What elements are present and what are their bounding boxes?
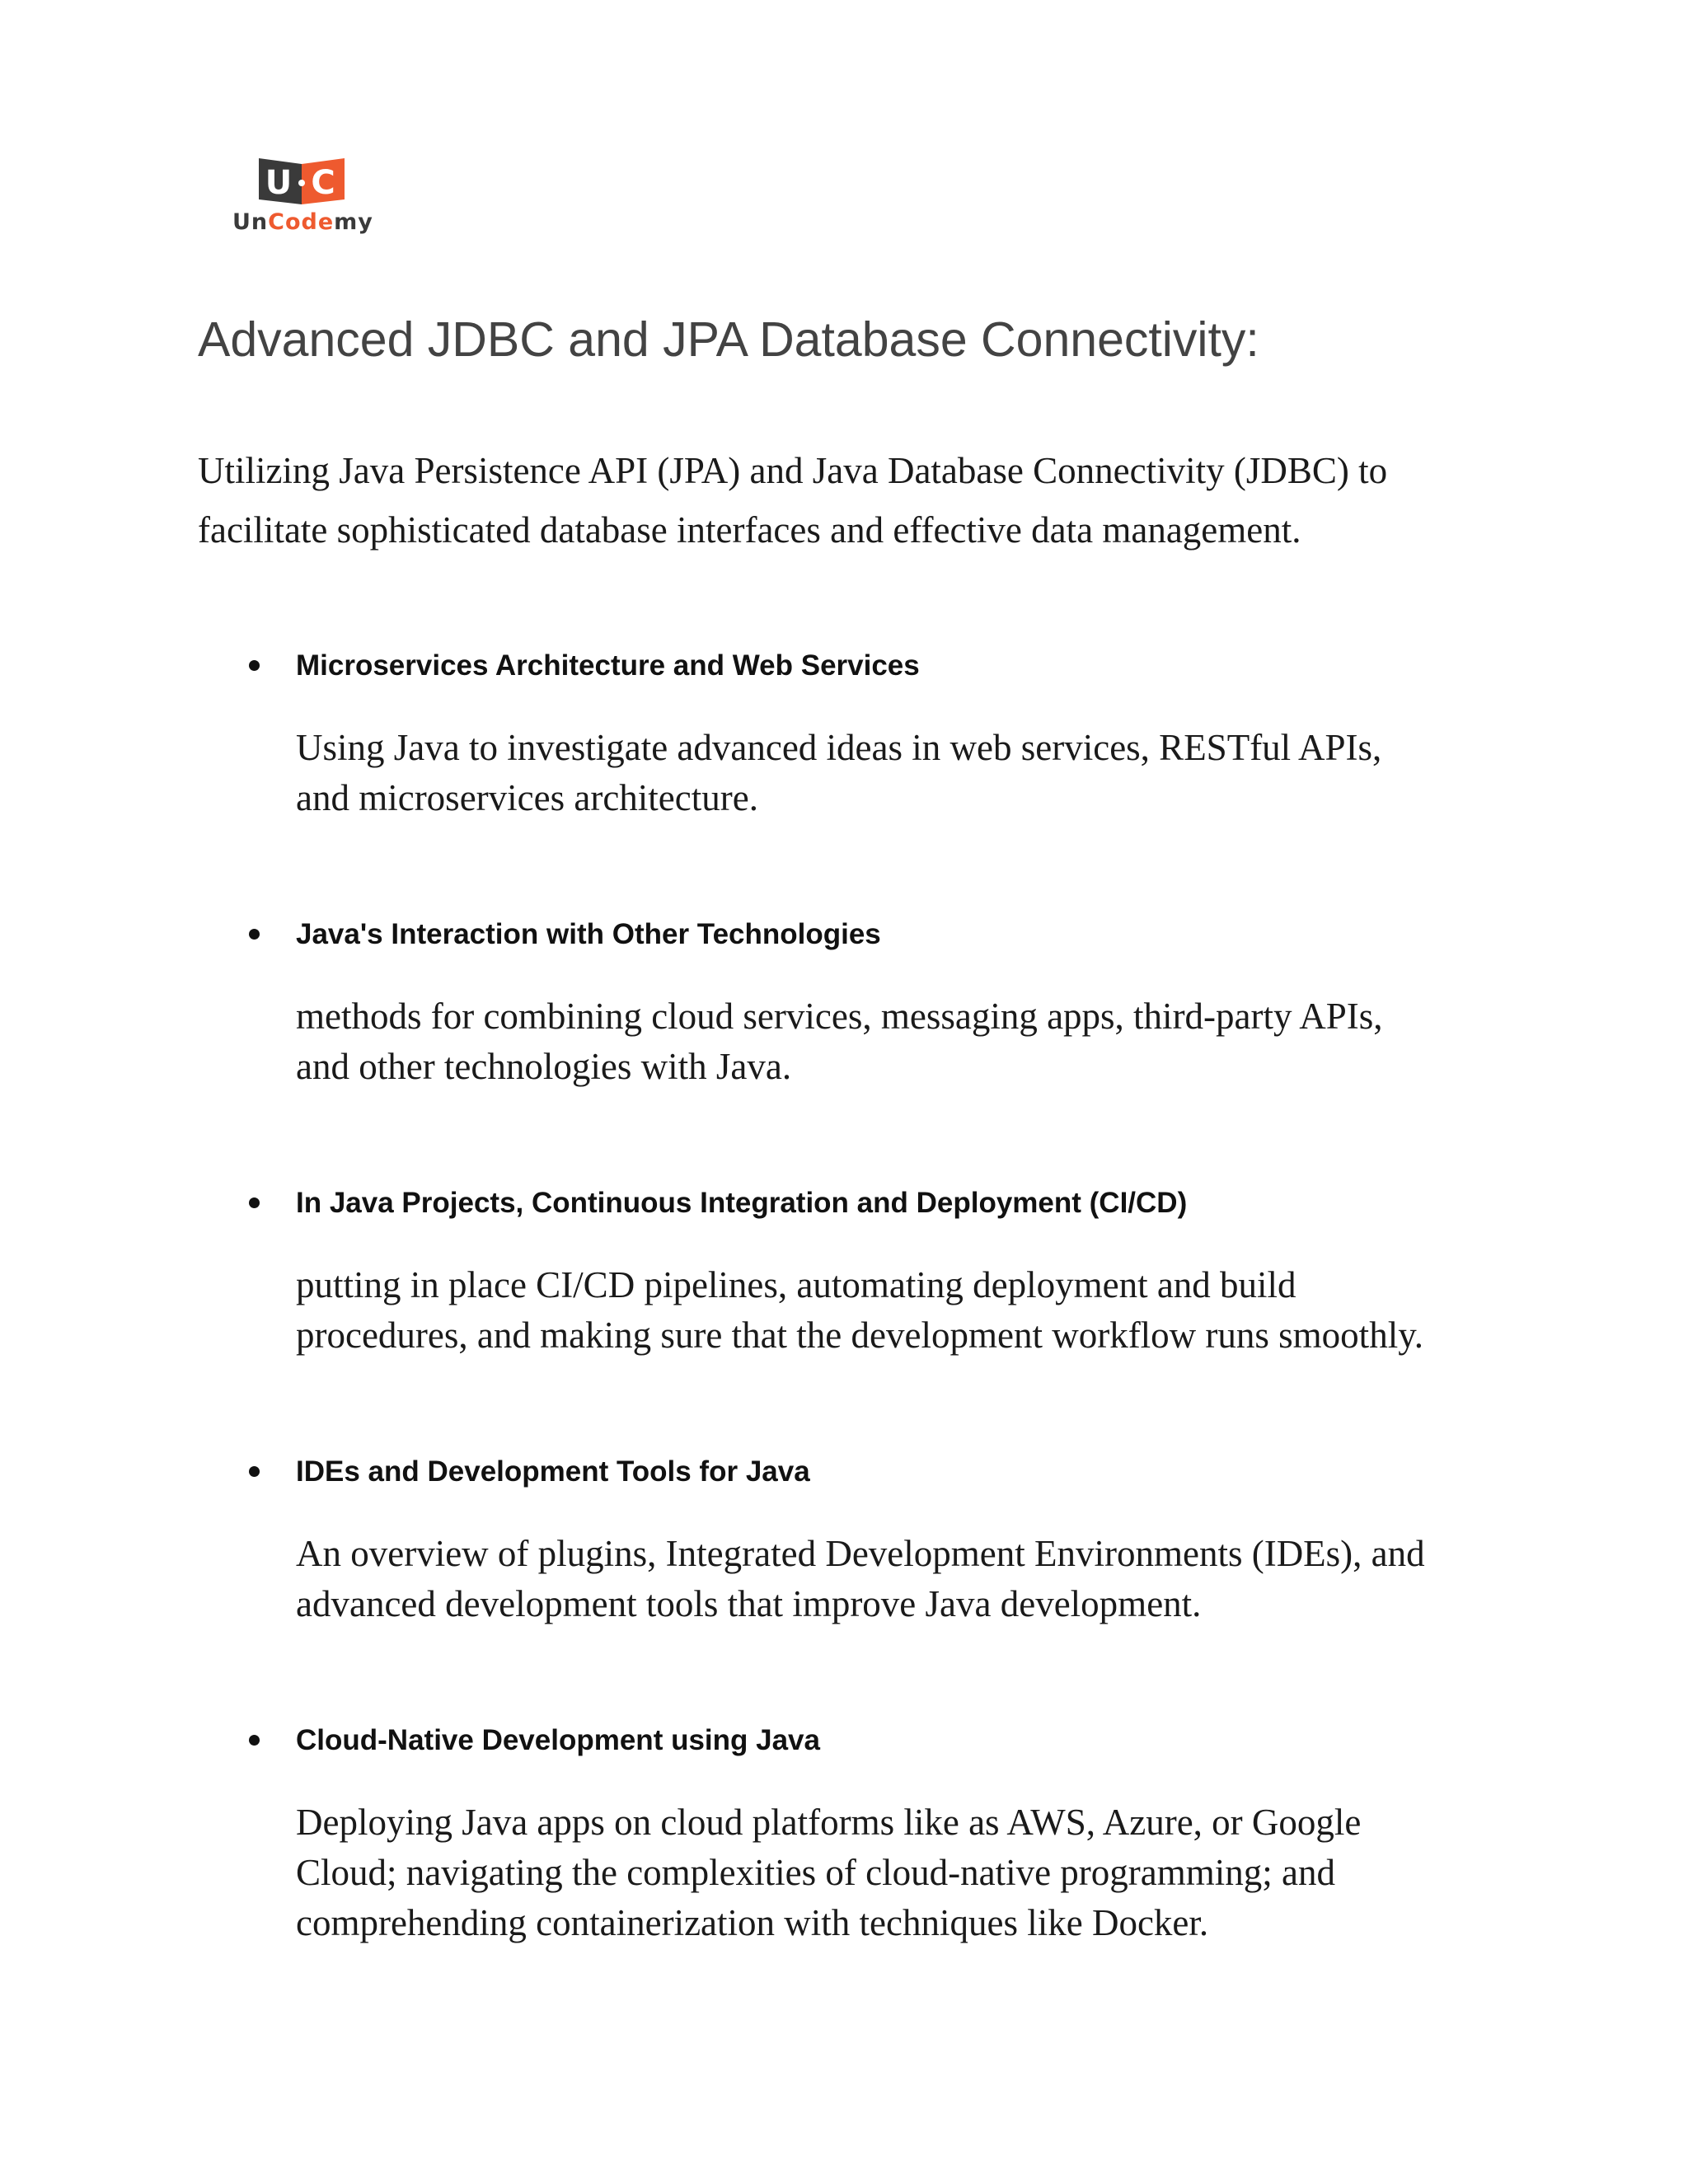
description-line: and other technologies with Java. — [296, 1046, 792, 1087]
section-heading: Java's Interaction with Other Technologies — [296, 918, 881, 950]
section-heading: Cloud-Native Development using Java — [296, 1724, 820, 1756]
uc-logo-mark — [259, 157, 345, 204]
logo-mark-left-letter: U — [265, 164, 293, 202]
section-description — [296, 723, 1532, 823]
section-heading: Microservices Architecture and Web Services — [296, 649, 920, 682]
description-line: comprehending containerization with techniques like Docker. — [296, 1902, 1209, 1943]
page-title: Advanced JDBC and JPA Database Connectivity: — [198, 312, 1259, 367]
logo-text-code: Code — [268, 209, 335, 235]
bullet-icon — [249, 929, 260, 940]
section-description — [296, 1260, 1532, 1361]
bullet-icon — [249, 1466, 260, 1477]
logo-mark-right-letter: C — [311, 164, 335, 202]
section-heading: In Java Projects, Continuous Integration and Deployment (CI/CD) — [296, 1187, 1188, 1219]
intro-paragraph: Utilizing Java Persistence API (JPA) and Java Database Connectivity (JDBC) to facilitate sophisticated database interfaces and effective data management. — [198, 450, 1388, 551]
section-description — [296, 991, 1532, 1092]
logo-text-un: Un — [232, 209, 269, 235]
logo-text-my: my — [334, 209, 373, 235]
section-description — [296, 1797, 1532, 1948]
description-line: and microservices architecture. — [296, 777, 758, 818]
description-line: Deploying Java apps on cloud platforms like as AWS, Azure, or Google — [296, 1802, 1362, 1843]
bullet-icon — [249, 1735, 260, 1746]
section-description — [296, 1529, 1532, 1629]
description-line: putting in place CI/CD pipelines, automating deployment and build — [296, 1264, 1296, 1305]
description-line: methods for combining cloud services, messaging apps, third-party APIs, — [296, 996, 1383, 1037]
description-line: procedures, and making sure that the development workflow runs smoothly. — [296, 1315, 1424, 1356]
description-line: Cloud; navigating the complexities of cloud-native programming; and — [296, 1852, 1335, 1893]
uncodemy-logo — [232, 157, 373, 247]
logo-wordmark — [232, 209, 373, 235]
description-line: advanced development tools that improve Java development. — [296, 1583, 1202, 1624]
bullet-icon — [249, 660, 260, 671]
description-line: An overview of plugins, Integrated Development Environments (IDEs), and — [296, 1533, 1425, 1574]
bullet-icon — [249, 1197, 260, 1208]
section-heading: IDEs and Development Tools for Java — [296, 1455, 810, 1488]
description-line: Using Java to investigate advanced ideas in web services, RESTful APIs, — [296, 727, 1382, 768]
